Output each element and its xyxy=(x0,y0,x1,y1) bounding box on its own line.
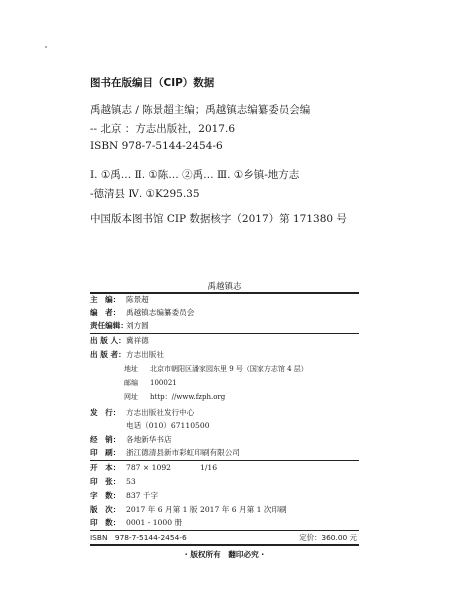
label-publisher: 出 版 者： xyxy=(90,350,126,359)
value-printing: 2017 年 6 月第 1 次印刷 xyxy=(200,505,287,514)
value-responsible-editor: 刘方圆 xyxy=(126,321,149,330)
label-dealer: 经 销： xyxy=(90,435,121,444)
scan-speck xyxy=(45,46,47,48)
value-price: 定价：360.00 元 xyxy=(299,533,357,542)
cip-line-classification: Ⅰ. ①禹… Ⅱ. ①陈… ②禹… Ⅲ. ①乡镇-地方志 xyxy=(90,169,300,181)
label-publisher-person: 出 版 人： xyxy=(90,336,126,345)
label-compiler: 编 者： xyxy=(90,308,121,317)
divider xyxy=(90,460,359,461)
value-format: 787 × 1092 xyxy=(126,463,172,472)
label-edition: 版 次： xyxy=(90,505,121,514)
value-edition: 2017 年 6 月第 1 版 xyxy=(126,505,198,514)
key-postcode: 邮编 xyxy=(124,379,138,387)
value-sheets: 53 xyxy=(126,477,136,486)
label-sheets: 印 张： xyxy=(90,477,121,486)
value-phone: 电话（010）67110500 xyxy=(126,421,210,430)
value-printer: 浙江德清县新市彩虹印刷有限公司 xyxy=(126,448,240,457)
value-publisher-person: 冀祥德 xyxy=(126,336,149,345)
label-format: 开 本： xyxy=(90,463,121,472)
key-address: 地址 xyxy=(124,365,138,373)
key-website: 网址 xyxy=(124,393,138,401)
label-distribution: 发 行： xyxy=(90,408,121,417)
value-words: 837 千字 xyxy=(126,491,159,500)
cip-line-title: 禹越镇志 / 陈景超主编；禹越镇志编纂委员会编 xyxy=(90,104,311,116)
book-title: 禹越镇志 xyxy=(207,282,242,292)
value-isbn: ISBN 978-7-5144-2454-6 xyxy=(90,533,187,542)
label-responsible-editor: 责任编辑： xyxy=(90,321,128,330)
value-chief-editor: 陈景超 xyxy=(126,295,149,304)
label-words: 字 数： xyxy=(90,491,121,500)
cip-heading: 图书在版编目（CIP）数据 xyxy=(90,77,215,89)
cip-line-classification-cont: -德清县 Ⅳ. ①K295.35 xyxy=(90,188,200,200)
value-compiler: 禹越镇志编纂委员会 xyxy=(126,308,195,317)
value-postcode: 100021 xyxy=(150,379,177,387)
divider xyxy=(90,530,359,531)
value-publisher: 方志出版社 xyxy=(126,350,164,359)
label-print-run: 印 数： xyxy=(90,518,121,527)
cip-line-record-number: 中国版本图书馆 CIP 数据核字（2017）第 171380 号 xyxy=(90,213,347,225)
divider xyxy=(90,333,359,334)
label-chief-editor: 主 编： xyxy=(90,295,121,304)
value-print-run: 0001 - 1000 册 xyxy=(126,518,183,527)
value-website[interactable]: http：//www.fzph.org xyxy=(150,393,226,401)
value-distribution: 方志出版社发行中心 xyxy=(126,408,195,417)
top-rule xyxy=(90,292,359,294)
cip-line-publisher: -- 北京 ：方志出版社，2017.6 xyxy=(90,123,236,135)
cip-line-isbn: ISBN 978-7-5144-2454-6 xyxy=(90,140,223,152)
label-printer: 印 刷： xyxy=(90,448,121,457)
copyright-notice: · 版权所有 翻印必究 · xyxy=(184,550,265,559)
value-dealer: 各地新华书店 xyxy=(126,435,172,444)
value-format-fold: 1/16 xyxy=(200,463,218,472)
value-address: 北京市朝阳区潘家园东里 9 号（国家方志馆 4 层） xyxy=(150,365,308,373)
bottom-rule xyxy=(90,544,359,546)
